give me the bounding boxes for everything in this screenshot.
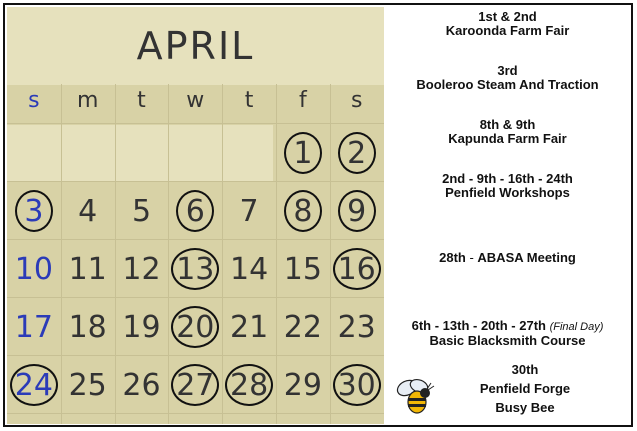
event-day-circle [333, 364, 381, 406]
day-number: 8 [293, 193, 313, 229]
event-name: Karoonda Farm Fair [445, 23, 570, 38]
day-number: 17 [14, 309, 53, 345]
day-cell [168, 358, 222, 412]
event-day-circle [171, 364, 219, 406]
day-number: 5 [131, 193, 152, 229]
event-day-circle [338, 132, 376, 174]
bee-icon [393, 376, 437, 416]
day-cell [168, 184, 222, 238]
day-cell [115, 242, 169, 296]
day-number: 24 [14, 367, 53, 403]
grid-row-line [7, 355, 384, 356]
day-number: 11 [68, 251, 107, 287]
event-booleroo [385, 64, 630, 92]
day-cell [115, 300, 169, 354]
month-title: APRIL [7, 7, 384, 85]
event-blacksmith [385, 319, 630, 348]
event-day-circle [15, 190, 53, 232]
day-of-week-label: f [299, 88, 307, 113]
event-day-circle [284, 190, 322, 232]
day-number: 27 [176, 367, 215, 403]
day-of-week-label: w [186, 88, 205, 113]
event-name-2: Busy Bee [495, 400, 555, 415]
events-panel [385, 8, 630, 424]
day-cell [61, 242, 115, 296]
grid-row-line [7, 239, 384, 240]
day-number: 25 [68, 367, 107, 403]
day-of-week-label: s [28, 88, 40, 113]
day-cell [330, 184, 384, 238]
event-day-circle [171, 306, 219, 348]
day-number: 23 [337, 309, 376, 345]
day-cell [115, 184, 169, 238]
day-cell [61, 300, 115, 354]
event-date: 30th [511, 362, 539, 377]
day-cell [7, 300, 61, 354]
event-date: 2nd - 9th - 16th - 24th [442, 171, 573, 186]
event-karoonda [385, 10, 630, 38]
day-number: 28 [229, 367, 269, 403]
event-day-circle [171, 248, 219, 290]
event-date: 6th - 13th - 20th - 27th [411, 318, 546, 333]
event-date: 3rd [497, 63, 518, 78]
day-cell [276, 358, 330, 412]
day-number: 7 [239, 193, 259, 229]
event-day-circle [284, 132, 322, 174]
event-separator: - [465, 250, 478, 265]
event-date: 28th [439, 250, 466, 265]
day-cell [222, 184, 276, 238]
day-number: 4 [78, 193, 98, 229]
day-cell [330, 242, 384, 296]
day-number: 21 [229, 309, 269, 345]
day-number: 26 [122, 367, 161, 403]
day-cell [168, 242, 222, 296]
event-abasa [385, 251, 630, 265]
day-number: 22 [283, 309, 322, 345]
day-cell [168, 300, 222, 354]
day-cell [61, 358, 115, 412]
day-number: 29 [283, 367, 322, 403]
day-cell [7, 358, 61, 412]
day-of-week-label: t [244, 88, 254, 113]
day-cell [222, 300, 276, 354]
event-date: 8th & 9th [479, 117, 536, 132]
event-name: Penfield Workshops [445, 185, 570, 200]
day-number: 30 [337, 367, 376, 403]
day-cell [115, 358, 169, 412]
day-number: 20 [176, 309, 215, 345]
event-day-circle [176, 190, 214, 232]
grid-row-line [7, 413, 384, 414]
event-busy-bee [425, 360, 625, 417]
day-number: 10 [14, 251, 53, 287]
event-day-circle [225, 364, 273, 406]
day-number: 15 [283, 251, 322, 287]
day-number: 1 [293, 135, 313, 171]
day-cell [276, 242, 330, 296]
event-note: (Final Day) [549, 321, 604, 333]
event-kapunda [385, 118, 630, 146]
grid-row-line [7, 181, 384, 182]
day-cell [330, 358, 384, 412]
day-number: 19 [122, 309, 161, 345]
day-number: 2 [347, 135, 367, 171]
day-number: 14 [229, 251, 269, 287]
day-number: 9 [347, 193, 367, 229]
grid-row-line [7, 123, 384, 124]
grid-row-line [7, 297, 384, 298]
event-name: ABASA Meeting [477, 250, 576, 265]
day-cell [276, 300, 330, 354]
event-day-circle [10, 364, 58, 406]
event-day-circle [333, 248, 381, 290]
event-penfield-workshops [385, 172, 630, 200]
day-number: 12 [122, 251, 161, 287]
event-name: Booleroo Steam And Traction [416, 77, 599, 92]
event-name: Kapunda Farm Fair [448, 131, 567, 146]
day-of-week-label: s [350, 88, 363, 113]
day-cell [276, 184, 330, 238]
event-day-circle [338, 190, 376, 232]
day-number: 18 [68, 309, 107, 345]
day-number: 6 [185, 193, 205, 229]
day-cell [222, 358, 276, 412]
day-cell [222, 242, 276, 296]
day-of-week-label: t [137, 88, 146, 113]
day-cell [61, 184, 115, 238]
empty-days-band [7, 125, 273, 181]
day-cell [330, 126, 384, 180]
day-of-week-label: m [76, 88, 99, 113]
day-number: 3 [24, 193, 44, 229]
day-cell [330, 300, 384, 354]
day-cell [7, 184, 61, 238]
event-date: 1st & 2nd [478, 9, 537, 24]
event-name: Penfield Forge [479, 381, 571, 396]
event-name: Basic Blacksmith Course [429, 333, 586, 348]
day-number: 13 [176, 251, 215, 287]
day-cell [7, 242, 61, 296]
day-number: 16 [337, 251, 376, 287]
day-cell [276, 126, 330, 180]
